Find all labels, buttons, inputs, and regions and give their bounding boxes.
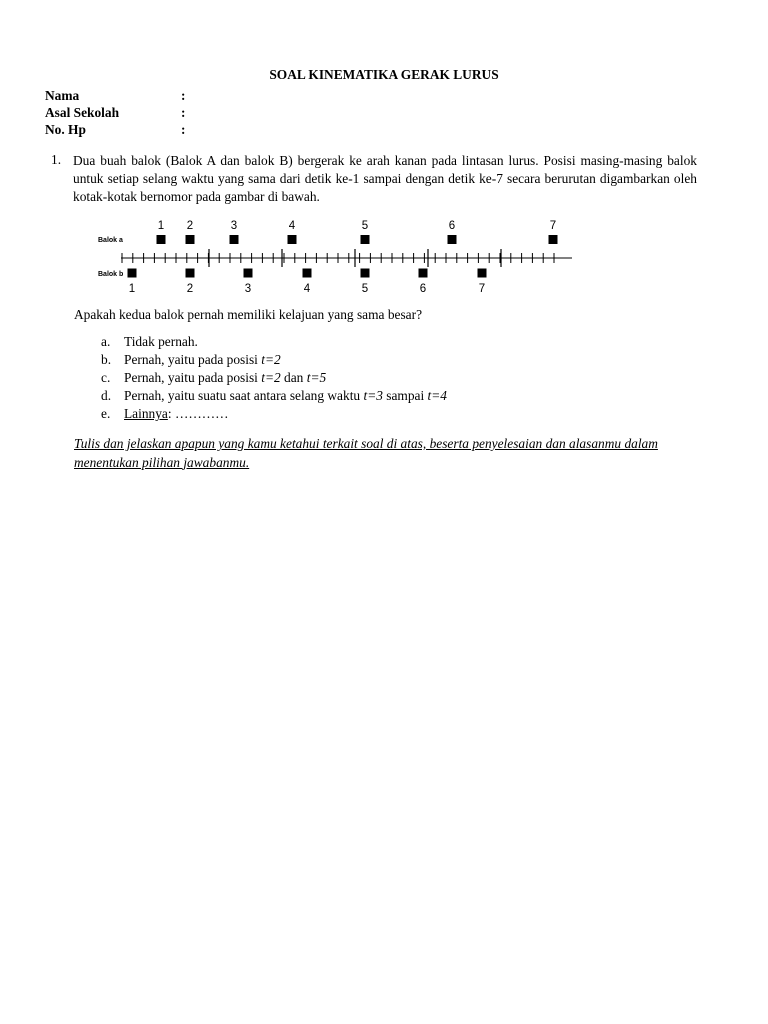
balok-b-block — [244, 269, 253, 278]
option-text-part: Pernah, yaitu pada posisi — [124, 352, 262, 367]
option-text-part: t=2 — [261, 352, 281, 367]
balok-b-number: 7 — [478, 283, 486, 295]
option-text — [124, 370, 326, 386]
option-letter: e. — [101, 406, 111, 421]
balok-b-number: 2 — [186, 283, 194, 295]
option-letter: c. — [101, 370, 111, 385]
option-text-part: t=5 — [306, 370, 327, 385]
option-text-part: Pernah, yaitu suatu saat antara selang waktu — [124, 388, 364, 403]
option-text-part: t=3 — [363, 388, 383, 403]
option-letter: a. — [101, 334, 111, 349]
balok-b-block — [361, 269, 370, 278]
balok-a-label: Balok a — [98, 237, 123, 244]
balok-a-block — [157, 235, 166, 244]
balok-a-number: 2 — [186, 220, 194, 232]
balok-a-block — [186, 235, 195, 244]
instruction-text: Tulis dan jelaskan apapun yang kamu ketahui terkait soal di atas, beserta penyelesaian dan alasanmu dalam menentukan pilihan jawabanmu. — [74, 436, 658, 470]
option-text-part: Lainnya — [124, 406, 168, 421]
option-text — [124, 334, 198, 350]
balok-b-number: 4 — [303, 283, 311, 295]
option-text — [124, 352, 281, 368]
balok-b-label: Balok b — [98, 271, 124, 278]
question-text: Dua buah balok (Balok A dan balok B) bergerak ke arah kanan pada lintasan lurus. Posisi masing-masing balok untuk setiap selang waktu yang sama dari detik ke-1 sampai dengan detik ke-7 secara berurutan digambarkan oleh kotak-kotak bernomor pada gambar di bawah. — [73, 153, 697, 205]
balok-b-block — [186, 269, 195, 278]
option-text-part: Pernah, yaitu pada posisi — [124, 370, 262, 385]
balok-b-block — [303, 269, 312, 278]
balok-a-block — [288, 235, 297, 244]
balok-b-number: 3 — [244, 283, 252, 295]
balok-b-block — [128, 269, 137, 278]
balok-b-number: 1 — [128, 283, 136, 295]
option-text — [124, 388, 447, 404]
balok-a-number: 3 — [230, 220, 238, 232]
identity-colon-asal-sekolah: : — [181, 105, 186, 120]
balok-a-number: 6 — [448, 220, 456, 232]
question-ask: Apakah kedua balok pernah memiliki kelajuan yang sama besar? — [74, 307, 423, 322]
balok-b-block — [419, 269, 428, 278]
option-text-part: t=4 — [427, 388, 447, 403]
balok-a-number: 5 — [361, 220, 369, 232]
option-text — [124, 406, 229, 422]
balok-a-block — [448, 235, 457, 244]
question-number: 1. — [51, 152, 62, 167]
balok-b-number: 6 — [419, 283, 427, 295]
identity-label-nama: Nama — [45, 88, 80, 103]
balok-a-block — [230, 235, 239, 244]
balok-a-block — [361, 235, 370, 244]
option-text-part: t=2 — [261, 370, 281, 385]
identity-label-no-hp: No. Hp — [45, 122, 86, 137]
option-text-part: Tidak pernah. — [124, 334, 198, 349]
option-text-part: : ………… — [167, 406, 229, 421]
motion-diagram — [0, 0, 768, 300]
balok-a-number: 4 — [288, 220, 296, 232]
option-text-part: dan — [280, 370, 307, 385]
option-text-part: sampai — [382, 388, 428, 403]
page-title: SOAL KINEMATIKA GERAK LURUS — [269, 67, 499, 82]
option-letter: b. — [101, 352, 112, 367]
option-letter: d. — [101, 388, 112, 403]
balok-a-number: 1 — [157, 220, 165, 232]
balok-b-block — [478, 269, 487, 278]
identity-label-asal-sekolah: Asal Sekolah — [45, 105, 120, 120]
balok-a-block — [549, 235, 558, 244]
identity-colon-nama: : — [181, 88, 186, 103]
identity-colon-no-hp: : — [181, 122, 186, 137]
balok-b-number: 5 — [361, 283, 369, 295]
balok-a-number: 7 — [549, 220, 557, 232]
